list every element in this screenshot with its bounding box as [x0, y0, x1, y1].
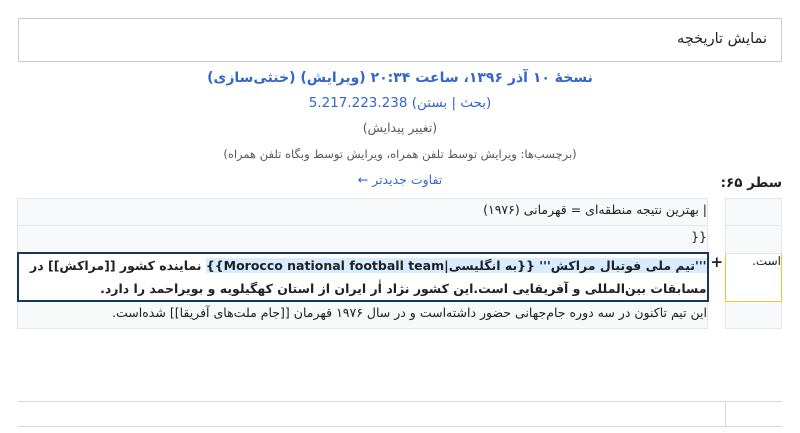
diff-context-text: این تیم تاکنون در سه دوره جام‌جهانی حضور داشته‌است و در سال ۱۹۷۶ قهرمان [[جام ملت‌های آفریقا]] شده‌است.	[18, 301, 708, 329]
table-row	[18, 199, 782, 226]
diff-marker-added: +	[710, 253, 724, 271]
diff-added-rest: نماینده کشور [[مراکش]] در مسابقات بین‌المللی و آفریقایی است.این کشور نژاد اٰر ایران از استان کهگیلویه و بویراحمد را دارد.	[30, 258, 707, 297]
revision-timestamp-line[interactable]: نسخهٔ ۱۰ آذر ۱۳۹۶، ساعت ۲۰:۳۴ (ویرایش) (خنثی‌سازی)	[207, 70, 593, 86]
diff-added-text[interactable]	[18, 253, 708, 301]
diff-side-stub: است.	[726, 253, 782, 301]
diff-line-label: سطر ۶۵:	[720, 175, 782, 191]
diff-side-stub	[726, 226, 782, 254]
diff-bottom-row	[18, 401, 782, 427]
newer-diff-link[interactable]: تفاوت جدیدتر ←	[357, 171, 443, 187]
header-bar	[18, 18, 782, 62]
revision-user-line	[0, 93, 800, 114]
revision-tags: (برچسب‌ها: ویرایش توسط تلفن همراه، ویرایش توسط وبگاه تلفن همراه)	[223, 146, 577, 161]
diff-context-text: {{	[18, 226, 708, 254]
table-row	[18, 253, 782, 301]
table-row	[18, 301, 782, 329]
diff-marker	[708, 301, 726, 329]
revision-user-ip[interactable]: 5.217.223.238	[308, 94, 408, 111]
diff-side-stub	[726, 301, 782, 329]
diff-table	[17, 198, 783, 329]
revision-summary: (تغییر پیدایش)	[362, 119, 438, 135]
revision-info	[0, 68, 800, 189]
diff-marker	[708, 199, 726, 226]
diff-context-text: | بهترین نتیجه منطقه‌ای = قهرمانی (۱۹۷۶)	[18, 199, 708, 226]
page-title: نمایش تاریخچه	[677, 31, 767, 47]
diff-bottom-divider	[725, 402, 726, 426]
diff-added-highlight: '''تیم ملی فوتبال مراکش''' {{به انگلیسی|Morocco national football team}}	[205, 258, 707, 273]
revision-user-links[interactable]: (بحث | بستن)	[411, 94, 492, 111]
diff-side-stub	[726, 199, 782, 226]
diff-marker	[708, 226, 726, 254]
table-row	[18, 226, 782, 254]
